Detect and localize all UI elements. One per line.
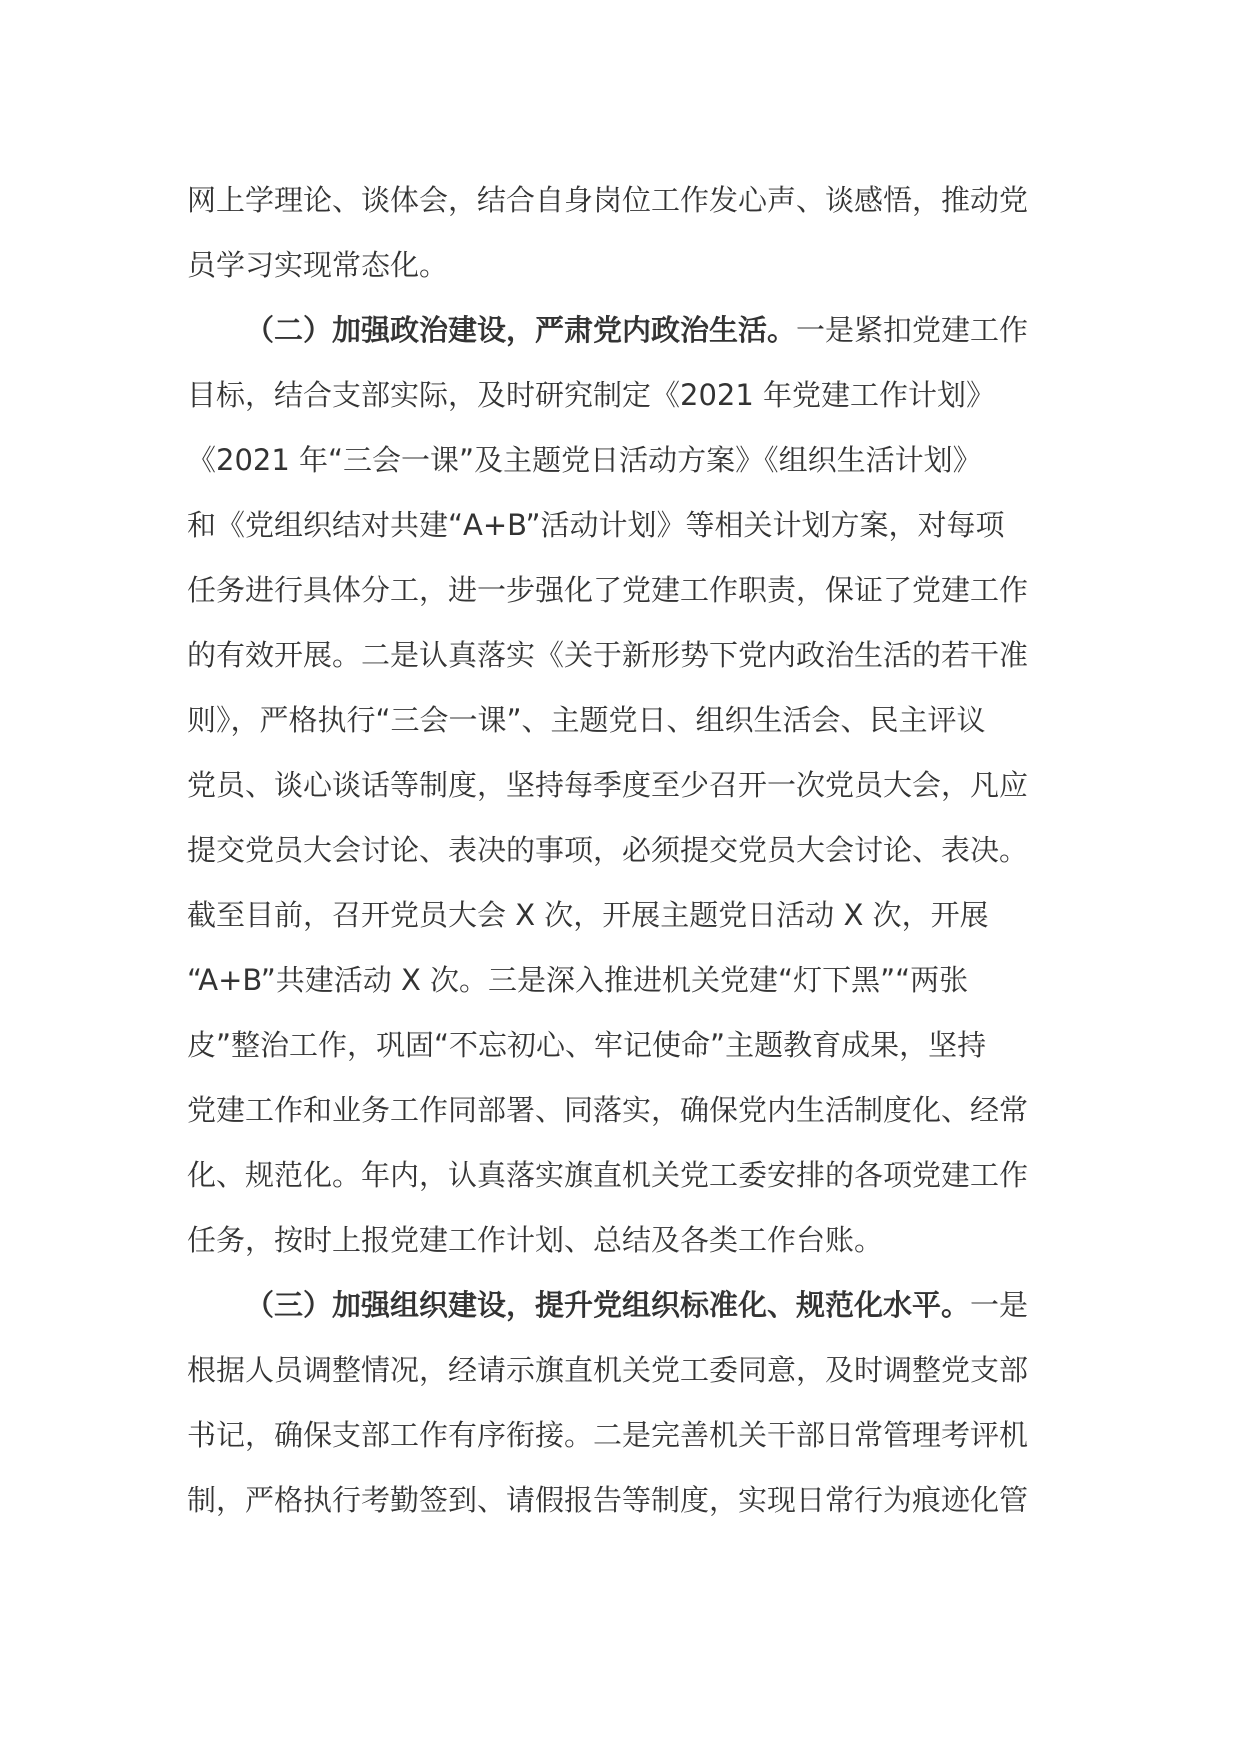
text-run: 一是紧扣党建工作 [796, 313, 1029, 347]
text-line: 书记，确保支部工作有序衔接。二是完善机关干部日常管理考评机 [187, 1418, 1029, 1452]
text-line: 任务进行具体分工，进一步强化了党建工作职责，保证了党建工作 [187, 573, 1029, 607]
section-heading: （二）加强政治建设，严肃党内政治生活。 [245, 313, 797, 347]
document-body [187, 168, 1053, 1533]
paragraph-2 [187, 298, 1053, 1273]
text-line: 员学习实现常态化。 [187, 248, 449, 282]
text-line: 制，严格执行考勤签到、请假报告等制度，实现日常行为痕迹化管 [187, 1483, 1029, 1517]
text-line: 截至目前，召开党员大会 X 次，开展主题党日活动 X 次，开展 [187, 898, 989, 932]
text-line: 根据人员调整情况，经请示旗直机关党工委同意，及时调整党支部 [187, 1353, 1029, 1387]
section-heading: （三）加强组织建设，提升党组织标准化、规范化水平。 [245, 1288, 971, 1322]
paragraph-1 [187, 168, 1053, 298]
paragraph-first-line [187, 1273, 1053, 1338]
text-line: 和《党组织结对共建“A+B”活动计划》等相关计划方案，对每项 [187, 508, 1005, 542]
text-line: 的有效开展。二是认真落实《关于新形势下党内政治生活的若干准 [187, 638, 1029, 672]
text-line: “A+B”共建活动 X 次。三是深入推进机关党建“灯下黑”“两张 [187, 963, 969, 997]
paragraph-3 [187, 1273, 1053, 1533]
text-line: 党员、谈心谈话等制度，坚持每季度至少召开一次党员大会，凡应 [187, 768, 1029, 802]
text-line: 目标，结合支部实际，及时研究制定《2021 年党建工作计划》 [187, 378, 996, 412]
text-run: 一是 [970, 1288, 1029, 1322]
text-line: 则》，严格执行“三会一课”、主题党日、组织生活会、民主评议 [187, 703, 986, 737]
text-line: 化、规范化。年内，认真落实旗直机关党工委安排的各项党建工作 [187, 1158, 1029, 1192]
text-line: 任务，按时上报党建工作计划、总结及各类工作台账。 [187, 1223, 884, 1257]
text-line: 《2021 年“三会一课”及主题党日活动方案》《组织生活计划》 [187, 443, 982, 477]
text-line: 提交党员大会讨论、表决的事项，必须提交党员大会讨论、表决。 [187, 833, 1029, 867]
text-line: 皮”整治工作，巩固“不忘初心、牢记使命”主题教育成果，坚持 [187, 1028, 987, 1062]
text-line: 党建工作和业务工作同部署、同落实，确保党内生活制度化、经常 [187, 1093, 1029, 1127]
text-line: 网上学理论、谈体会，结合自身岗位工作发心声、谈感悟，推动党 [187, 183, 1029, 217]
paragraph-first-line [187, 298, 1053, 363]
